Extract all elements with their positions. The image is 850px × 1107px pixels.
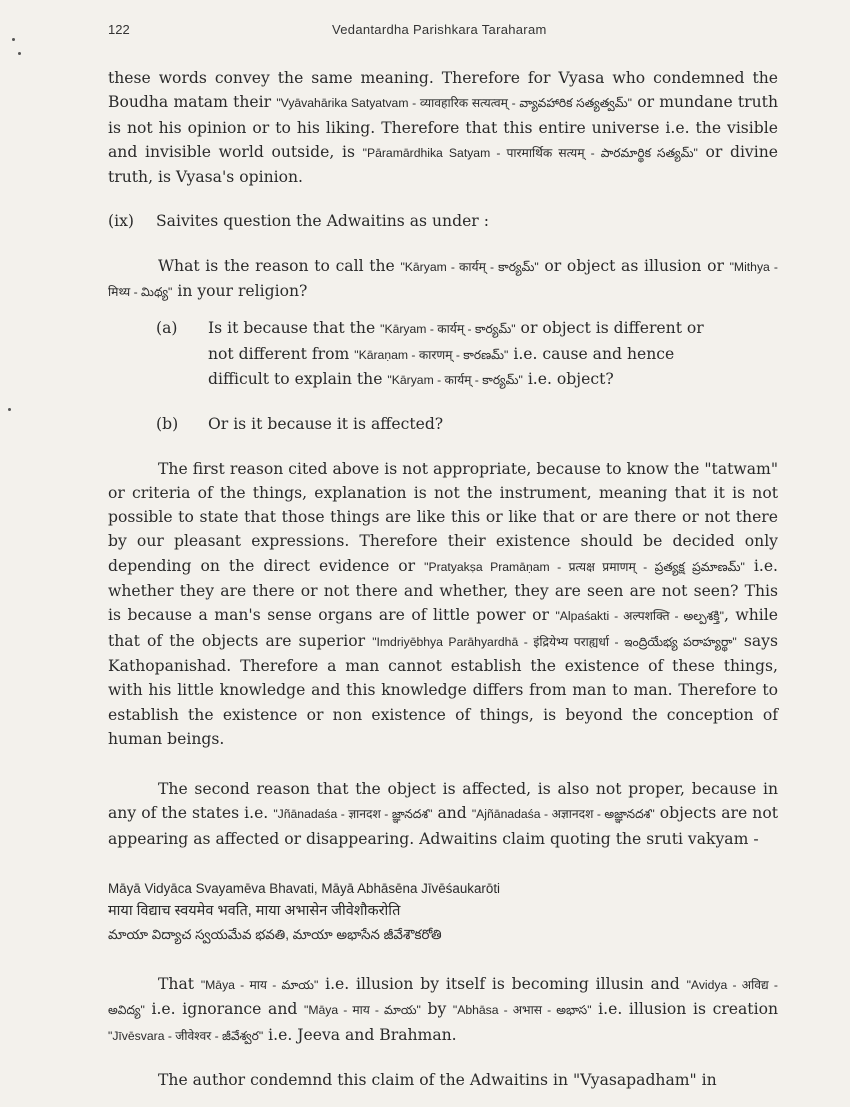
verse-transliteration: Māyā Vidyāca Svayamēva Bhavati, Māyā Abhāsēna Jīvēśaukarōti [108,881,501,897]
sub-item-b [108,412,778,436]
item-label: (b) [156,415,179,434]
paragraph [108,777,778,851]
term-gloss: "Māya - माय - మాయ" [304,1003,421,1018]
paragraph [108,457,778,752]
item-text: Saivites question the Adwaitins as under : [156,212,489,231]
term-gloss: "Kāraṇam - कारणम् - కారణమ్" [354,347,509,362]
text-run: i.e. illusion is creation [591,1000,778,1019]
text-run: says Kathopanishad. Therefore a man cannot establish the existence of these things, with his little knowledge and this knowledge differs from man to man. Therefore to establish the existence or non existence of things, is beyond the conception of human beings. [108,631,778,748]
text-run: or mundane truth is not his opinion or to his liking. Therefore that this entire universe i.e. the visible and invisible world outside, is [108,93,778,161]
page-number: 122 [108,22,130,37]
term-gloss: "Vyāvahārika Satyatvam - व्यावहारिक सत्यत्वम् - వ్యావహారిక సత్యత్వమ్" [276,96,632,111]
term-gloss: "Māya - माय - మాయ" [200,978,319,993]
running-title: Vedantardha Parishkara Taraharam [332,22,547,37]
paragraph [108,66,778,189]
text-run: or object as illusion or [538,256,730,275]
text-run: The first reason cited above is not appropriate, because to know the "tatwam" or criteria of the things, explanation is not the instrument, meaning that it is not possible to state that those things are like this or like that or are there or not there by our pleasant expressions. Therefore their existence should be decided only depending on the direct evidence or [108,459,778,575]
text-run: i.e. object? [522,369,614,388]
text-run: these words convey the same meaning. Therefore for Vyasa who condemned the Boudha matam their [108,69,778,112]
item-label: (ix) [108,212,134,231]
sruti-verse [108,877,778,946]
page-body [108,66,778,1092]
text-run: That [158,975,201,994]
text-run: What is the reason to call the [158,256,401,275]
term-gloss: "Ajñānadaśa - अज्ञानदश - అజ్ఞానదశ" [471,807,655,822]
page-header [108,22,778,40]
text-run: in your religion? [172,282,308,301]
text-run: objects are not appearing as affected or disappearing. Adwaitins claim quoting the sruti vakyam - [108,804,778,848]
text-run: The author condemnd this claim of the Adwaitins in "Vyasapadham" in [158,1070,717,1089]
verse-telugu: మాయా విద్యాచ స్వయమేవ భవతి, మాయా అభాసేన జీవేశౌకరోతి [108,927,442,943]
scan-speck [18,52,21,55]
term-gloss: "Kāryam - कार्यम् - కార్యమ్" [387,372,523,387]
term-gloss: "Kāryam - कार्यम् - కార్యమ్" [380,322,516,337]
sub-item-a-line [108,342,778,367]
text-run: i.e. ignorance and [144,1000,304,1019]
text-run: i.e. illusion by itself is becoming illusin and [318,975,687,994]
text-run: Is it because that the [208,319,381,338]
term-gloss: "Mithya - मिथ्य - మిథ్య" [108,259,778,300]
scan-speck [12,38,15,41]
term-gloss: "Abhāsa - अभास - అభాస" [452,1003,592,1018]
text-run: i.e. cause and hence [508,344,675,363]
term-gloss: "Imdriyēbhya Parāhyardhā - इंद्रियेभ्य पराह्यर्धा - ఇంద్రియేభ్య పరాహ్యర్థా" [372,634,737,649]
text-run: i.e. whether they are there or not there and whether, they are seen are not seen? This is because a man's sense organs are of little power or [108,556,778,625]
text-run: The second reason that the object is affected, is also not proper, because in any of the states i.e. [108,780,778,823]
term-gloss: "Kāryam - कार्यम् - కార్యమ్" [400,259,539,274]
text-run: , while that of the objects are superior [108,606,779,650]
text-run: or object is different or [515,319,704,338]
term-gloss: "Pāramārdhika Satyam - पारमार्थिक सत्यम् - పారమార్థిక సత్యమ్" [362,145,698,160]
item-label: (a) [156,319,178,338]
term-gloss: "Jñānadaśa - ज्ञानदश - జ్ఞానదశ" [273,807,433,822]
scan-speck [8,408,11,411]
text-run: or divine truth, is Vyasa's opinion. [108,142,778,187]
term-gloss: "Pratyakṣa Pramāṇam - प्रत्यक्ष प्रमाणम् - ప్రత్యక్ష ప్రమాణమ్" [424,559,745,574]
paragraph [108,972,778,1048]
sub-item-a-line [108,367,778,392]
paragraph [108,1068,778,1092]
text-run: difficult to explain the [208,369,388,388]
verse-devanagari: माया विद्याच स्वयमेव भवति, माया अभासेन जीवेशौकरोति [108,903,401,920]
text-run: by [420,1000,453,1019]
term-gloss: "Avidya - अविद्य - అవిద్య" [108,978,778,1018]
sub-item-a [108,316,778,341]
text-run: i.e. Jeeva and Brahman. [263,1025,457,1044]
term-gloss: "Alpaśakti - अल्पशक्ति - అల్పశక్తి" [555,609,724,624]
term-gloss: "Jīvēsvara - जीवेश्वर - జీవేశ్వర" [108,1028,264,1043]
text-run: not different from [208,344,355,363]
item-text: Or is it because it is affected? [208,415,444,434]
paragraph [108,254,778,305]
text-run: and [432,804,472,823]
list-item-ix [108,209,778,233]
